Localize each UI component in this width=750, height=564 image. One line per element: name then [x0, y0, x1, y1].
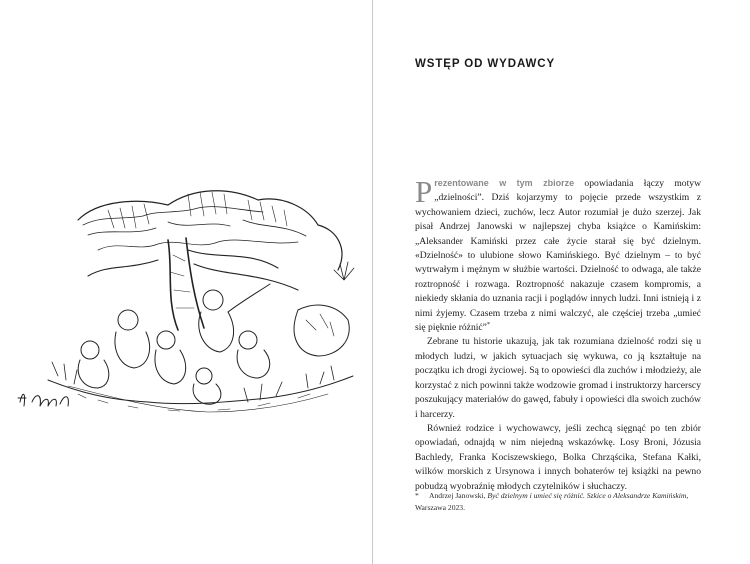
- lead-in: rezentowane w tym zbiorze: [434, 178, 575, 188]
- section-heading: WSTĘP OD WYDAWCY: [415, 58, 556, 70]
- paragraph-3: Również rodzice i wychowawcy, jeśli zechcą sięgnąć po ten zbiór opowiadań, odnajdą w nim niejedną wskazówkę. Losy Broni, Józusia Bachledy, Franka Kociszewskiego, Bolka Chrząścika, Stefana Kałki, wilków morskich z Ursynowa i innych bohaterów tej książki na pewno pobudzą wyobraźnię młodych czytelników i słuchaczy.: [415, 422, 701, 492]
- drop-cap: P: [415, 174, 433, 209]
- footnote-mark: *: [415, 491, 419, 500]
- footnote: [415, 490, 705, 513]
- footnote-reference: *: [486, 320, 491, 328]
- footnote-title: Być dzielnym i umieć się różnić. Szkice o Aleksandrze Kamińskim: [487, 491, 687, 500]
- paragraph-1-text: opowiadania łączy motyw „dzielności”. Dziś kojarzymy to pojęcie przede wszystkim z wychowaniem dzieci, zuchów, lecz Autor rozumiał je dużo szerzej. Jak pisał Andrzej Janowski w najlepszej chyba książce o Kamińskim: „Aleksander Kamiński przez całe życie starał się być dzielnym. «Dzielność» to ulubione słowo Kamińskiego. Być dzielnym – to być wytrwałym i mężnym w służbie wartości. Dzielność to odwaga, ale także roztropność i rozwaga. Roztropność nakazuje czasem kompromis, a niekiedy skłania do uznania racji i poglądów innych ludzi. Inni istnieją i z nimi żyjemy. Czasem trzeba z nimi walczyć, ale częściej trzeba „umieć się pięknie różnić”: [415, 178, 701, 334]
- forest-children-illustration: [8, 180, 368, 440]
- right-page: [373, 0, 750, 564]
- footnote-author: Andrzej Janowski,: [429, 491, 488, 500]
- body-text: [415, 176, 701, 494]
- left-page: [0, 0, 372, 564]
- paragraph-1: [415, 176, 701, 335]
- footnote-publisher: , Warszawa 2023.: [415, 491, 689, 512]
- paragraph-2: Zebrane tu historie ukazują, jak tak rozumiana dzielność rodzi się u młodych ludzi, w jakich sytuacjach się wykuwa, co ją kształtuje na początku ich drogi życiowej. Są to opowieści dla zuchów i młodzieży, ale korzystać z nich powinni także wodzowie gromad i instruktorzy harcerscy poszukujący materiałów do gawęd, fabuły i opowieści dla swoich zuchów i harcerzy.: [415, 336, 701, 420]
